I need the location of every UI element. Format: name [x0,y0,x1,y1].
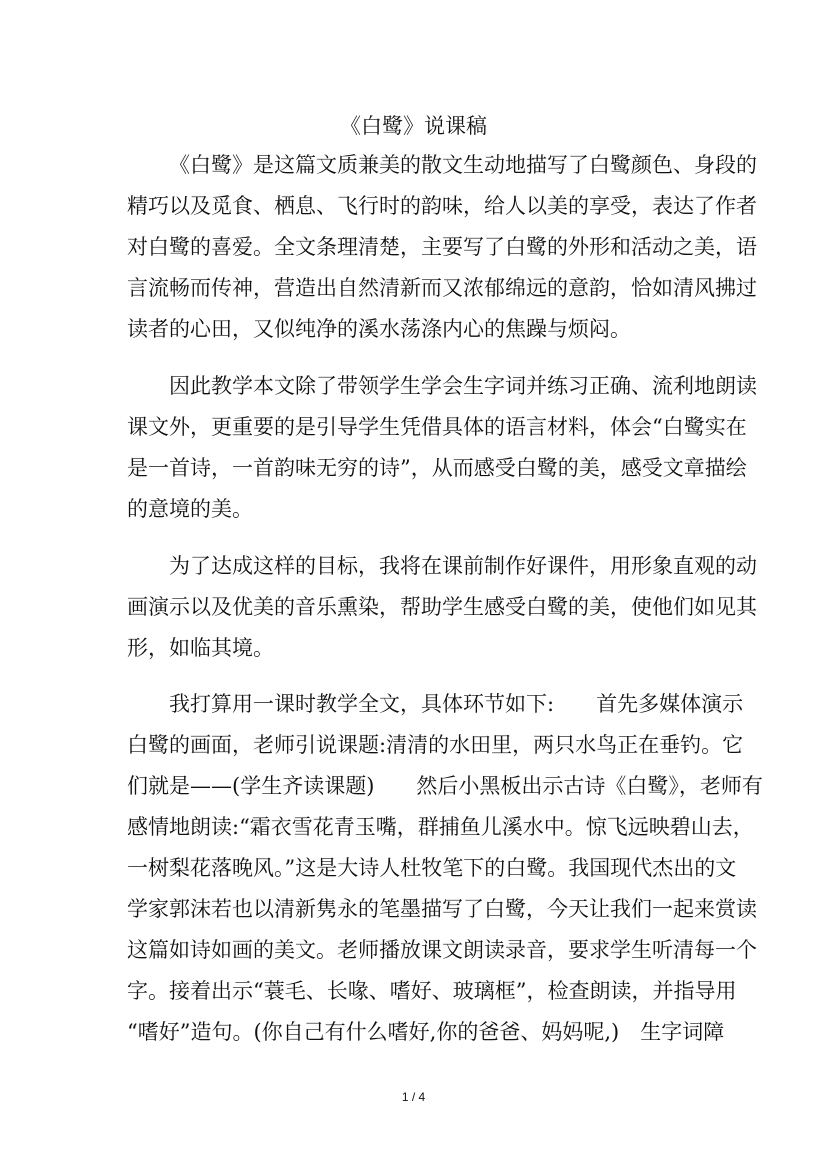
page-number: 1 / 4 [401,1090,426,1104]
text-line: 一树梨花落晚风。”这是大诗人杜牧笔下的白鹭。我国现代杰出的文 [127,856,737,880]
text-line: 们就是——(学生齐读课题) 然后小黑板出示古诗《白鹭》，老师有 [127,774,763,798]
paragraph-1 [127,145,757,350]
text-line: 为了达成这样的目标，我将在课前制作好课件，用形象直观的动 [169,554,757,578]
text-line: 《白鹭》是这篇文质兼美的散文生动地描写了白鹭颜色、身段的 [169,153,757,177]
text-line: 课文外，更重要的是引导学生凭借具体的语言材料，体会“白鹭实在 [127,415,747,439]
text-line: 这篇如诗如画的美文。老师播放课文朗读录音，要求学生听清每一个 [127,938,757,962]
text-line: 是一首诗，一首韵味无穷的诗”，从而感受白鹭的美，感受文章描绘 [127,456,747,480]
text-line: 画演示以及优美的音乐熏染，帮助学生感受白鹭的美，使他们如见其 [127,595,757,619]
text-line: 学家郭沫若也以清新隽永的笔墨描写了白鹭，今天让我们一起来赏读 [127,897,757,921]
paragraph-2 [127,366,757,530]
text-line: 我打算用一课时教学全文，具体环节如下: 首先多媒体演示 [169,692,744,716]
text-line: 言流畅而传神，营造出自然清新而又浓郁绵远的意韵，恰如清风拂过 [127,276,757,300]
page-title: 《白鹭》说课稿 [340,114,487,138]
text-line: 白鹭的画面，老师引说课题:清清的水田里，两只水鸟正在垂钓。它 [127,733,744,757]
text-line: 形，如临其境。 [127,636,274,660]
paragraph-4 [127,684,763,1053]
text-line: 因此教学本文除了带领学生学会生字词并练习正确、流利地朗读 [169,374,757,398]
paragraph-3 [127,546,757,669]
text-line: 对白鹭的喜爱。全文条理清楚，主要写了白鹭的外形和活动之美，语 [127,235,757,259]
text-line: 字。接着出示“蓑毛、长喙、嗜好、玻璃框”，检查朗读，并指导用 [127,979,737,1003]
text-line: 精巧以及觅食、栖息、飞行时的韵味，给人以美的享受，表达了作者 [127,194,757,218]
text-line: 的意境的美。 [127,497,253,521]
text-line: “嗜好”造句。(你自己有什么嗜好,你的爸爸、妈妈呢,) 生字词障 [127,1020,725,1044]
text-line: 读者的心田，又似纯净的溪水荡涤内心的焦躁与烦闷。 [127,317,631,341]
text-line: 感情地朗读:“霜衣雪花青玉嘴，群捕鱼儿溪水中。惊飞远映碧山去， [127,815,754,839]
